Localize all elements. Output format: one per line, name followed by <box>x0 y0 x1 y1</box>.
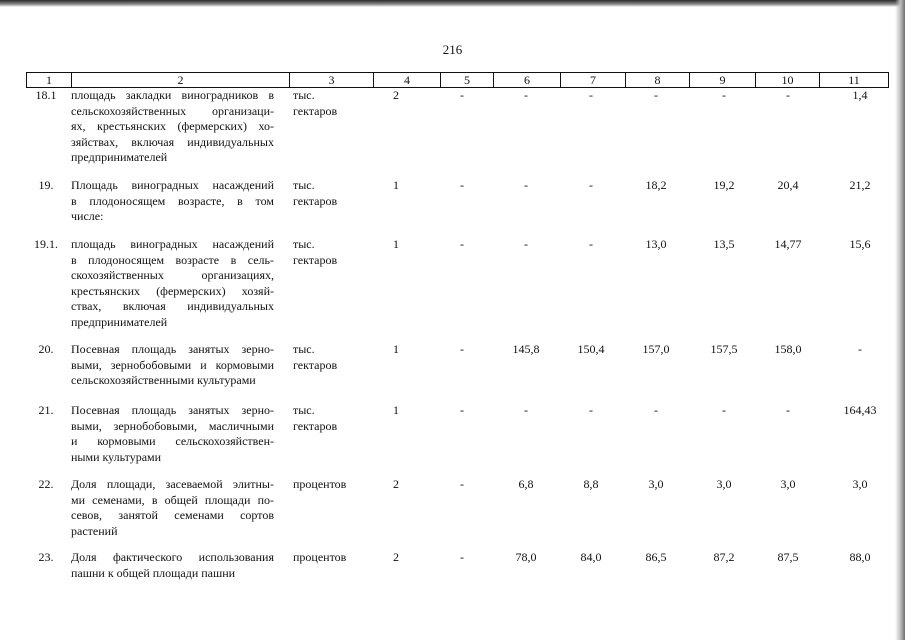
row-number: 21. <box>38 403 54 417</box>
value-col-8: 18,2 <box>645 178 667 192</box>
description-line: ными культурами <box>71 449 162 464</box>
description-line: сельскохозяйственными культурами <box>71 373 256 387</box>
value-col-5: - <box>460 550 464 564</box>
row-number: 19.1. <box>34 237 58 251</box>
description-line: Площадь виноградных насаждений <box>71 178 274 192</box>
value-col-11: 3,0 <box>852 477 868 491</box>
header-col-3: 3 <box>289 73 373 87</box>
header-col-8: 8 <box>625 73 689 87</box>
page-number: 216 <box>442 42 463 57</box>
value-col-4: 1 <box>393 342 399 356</box>
description-line: скохозяйственных организациях, <box>71 268 274 282</box>
value-col-10: - <box>786 88 790 102</box>
value-col-6: 78,0 <box>515 550 537 564</box>
description-line: Доля площади, засеваемой элитны- <box>71 477 274 491</box>
row-unit <box>293 88 365 119</box>
unit-line: тыс. <box>293 88 315 102</box>
row-description <box>71 88 274 166</box>
value-col-7: - <box>589 178 593 192</box>
row-unit <box>293 550 365 566</box>
row-unit <box>293 477 365 493</box>
description-line: Посевная площадь занятых зерно- <box>71 342 274 356</box>
header-col-2: 2 <box>71 73 289 87</box>
description-line: растений <box>71 523 118 538</box>
value-col-10: 3,0 <box>780 477 796 491</box>
value-col-11: - <box>858 342 862 356</box>
description-line: крестьянских (фермерских) хозяй- <box>71 283 274 298</box>
value-col-11: 88,0 <box>849 550 871 564</box>
value-col-4: 1 <box>393 403 399 417</box>
row-number: 22. <box>38 477 54 491</box>
value-col-6: 6,8 <box>518 477 534 491</box>
value-col-4: 1 <box>393 178 399 192</box>
value-col-10: - <box>786 403 790 417</box>
description-line: Доля фактического использования <box>71 550 274 564</box>
value-col-10: 14,77 <box>774 237 802 251</box>
unit-line: тыс. <box>293 178 315 192</box>
header-col-9: 9 <box>689 73 755 87</box>
value-col-4: 2 <box>393 477 399 491</box>
description-line: ствах, включая индивидуальных <box>71 299 274 313</box>
value-col-8: - <box>654 88 658 102</box>
row-description <box>71 178 274 225</box>
value-col-9: - <box>722 403 726 417</box>
value-col-8: - <box>654 403 658 417</box>
unit-line: тыс. <box>293 342 315 356</box>
row-unit <box>293 403 365 434</box>
value-col-7: - <box>589 403 593 417</box>
value-col-10: 87,5 <box>777 550 799 564</box>
value-col-6: - <box>524 403 528 417</box>
value-col-7: - <box>589 237 593 251</box>
data-table <box>26 72 889 580</box>
row-description <box>71 237 274 330</box>
value-col-9: 157,5 <box>710 342 738 356</box>
description-line: выми, зернобобовыми и кормовыми <box>71 357 274 372</box>
header-col-11: 11 <box>819 73 889 87</box>
description-line: пашни к общей площади пашни <box>71 565 236 580</box>
description-line: ми семенами, в общей площади по- <box>71 492 274 507</box>
description-line: севов, занятой семенами сортов <box>71 508 274 522</box>
value-col-6: 145,8 <box>512 342 540 356</box>
scan-edge-right <box>895 0 905 640</box>
value-col-5: - <box>460 88 464 102</box>
row-unit <box>293 178 365 209</box>
row-number: 20. <box>38 342 54 356</box>
value-col-7: 8,8 <box>583 477 599 491</box>
value-col-6: - <box>524 178 528 192</box>
value-col-4: 2 <box>393 88 399 102</box>
description-line: предпринимателей <box>71 150 168 164</box>
header-col-7: 7 <box>560 73 625 87</box>
value-col-6: - <box>524 237 528 251</box>
value-col-4: 2 <box>393 550 399 564</box>
value-col-5: - <box>460 237 464 251</box>
unit-line: тыс. <box>293 403 315 417</box>
value-col-5: - <box>460 477 464 491</box>
unit-line: гектаров <box>293 252 338 267</box>
unit-line: процентов <box>293 550 347 564</box>
value-col-9: 87,2 <box>713 550 735 564</box>
unit-line: процентов <box>293 477 347 491</box>
unit-line: гектаров <box>293 357 338 372</box>
value-col-8: 157,0 <box>642 342 670 356</box>
row-number: 18.1 <box>35 88 57 102</box>
value-col-9: 19,2 <box>713 178 735 192</box>
row-number: 23. <box>38 550 54 564</box>
value-col-11: 1,4 <box>852 88 868 102</box>
row-description <box>71 403 274 465</box>
scan-edge-top <box>0 0 905 7</box>
value-col-11: 15,6 <box>849 237 871 251</box>
value-col-9: 3,0 <box>716 477 732 491</box>
value-col-10: 20,4 <box>777 178 799 192</box>
unit-line: гектаров <box>293 418 338 433</box>
description-line: числе: <box>71 209 104 223</box>
description-line: ях, крестьянских (фермерских) хо- <box>71 119 274 133</box>
value-col-4: 1 <box>393 237 399 251</box>
description-line: зяйствах, включая индивидуальных <box>71 134 274 149</box>
header-col-4: 4 <box>373 73 440 87</box>
value-col-9: 13,5 <box>713 237 735 251</box>
value-col-11: 164,43 <box>843 403 877 417</box>
unit-line: гектаров <box>293 103 338 118</box>
unit-line: гектаров <box>293 193 338 208</box>
header-col-1: 1 <box>26 73 71 87</box>
row-unit <box>293 342 365 373</box>
value-col-8: 86,5 <box>645 550 667 564</box>
description-line: выми, зернобобовыми, масличными <box>71 418 274 433</box>
value-col-9: - <box>722 88 726 102</box>
value-col-8: 13,0 <box>645 237 667 251</box>
value-col-7: - <box>589 88 593 102</box>
value-col-7: 150,4 <box>577 342 605 356</box>
description-line: и кормовыми сельскохозяйствен- <box>71 434 274 448</box>
value-col-10: 158,0 <box>774 342 802 356</box>
description-line: в плодоносящем возрасте в сель- <box>71 252 274 267</box>
description-line: площадь закладки виноградников в <box>71 88 274 102</box>
description-line: предпринимателей <box>71 314 168 329</box>
value-col-8: 3,0 <box>648 477 664 491</box>
value-col-5: - <box>460 342 464 356</box>
row-unit <box>293 237 365 268</box>
row-description <box>71 477 274 539</box>
row-description <box>71 342 274 389</box>
unit-line: тыс. <box>293 237 315 251</box>
header-col-10: 10 <box>755 73 819 87</box>
table-header-row <box>26 72 889 88</box>
value-col-6: - <box>524 88 528 102</box>
description-line: площадь виноградных насаждений <box>71 237 274 251</box>
description-line: сельскохозяйственных организаци- <box>71 103 274 118</box>
value-col-5: - <box>460 178 464 192</box>
header-col-5: 5 <box>440 73 493 87</box>
description-line: в плодоносящем возрасте, в том <box>71 193 274 208</box>
row-description <box>71 550 274 581</box>
value-col-11: 21,2 <box>849 178 871 192</box>
value-col-7: 84,0 <box>580 550 602 564</box>
value-col-5: - <box>460 403 464 417</box>
header-col-6: 6 <box>493 73 560 87</box>
description-line: Посевная площадь занятых зерно- <box>71 403 274 417</box>
row-number: 19. <box>38 178 54 192</box>
